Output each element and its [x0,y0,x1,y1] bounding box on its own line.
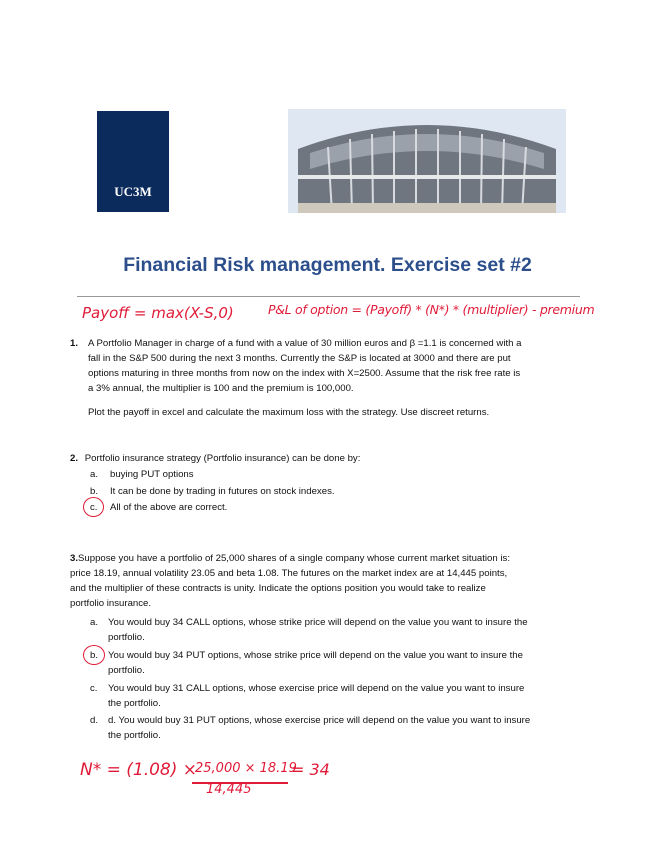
handwritten-formula-result: = 34 [291,760,330,779]
uc3m-logo [97,111,169,212]
page-title: Financial Risk management. Exercise set #2 [123,254,532,276]
handwritten-payoff: Payoff = max(X-S,0) [82,304,234,322]
question-1-line: options maturing in three months from now on the index with X=2500. Assume that the risk free rate is [88,368,521,379]
q3-option-c-label: c. [90,683,98,694]
question-1-line: fall in the S&P 500 during the next 3 months. Currently the S&P is located at 3000 and there are put [88,353,511,364]
building-dome-photo [288,109,566,213]
logo-text: UC3M [114,184,152,199]
question-1-text [88,336,598,396]
question-2: 2. Portfolio insurance strategy (Portfolio insurance) can be done by: [70,453,361,464]
question-1-line: a 3% annual, the multiplier is 100 and the premium is 100,000. [88,383,354,394]
answer-circle-q3 [83,645,105,665]
handwritten-formula-numerator: 25,000 × 18.19 [195,761,297,776]
q2-option-c-text: All of the above are correct. [110,502,228,513]
q2-option-c-label: c. [90,502,98,513]
handwritten-formula-denominator: 14,445 [206,782,252,797]
q3-option-b-label: b. [90,650,99,661]
q3-option-c-text: You would buy 31 CALL options, whose exercise price will depend on the value you want to insure the portfolio. [108,683,525,709]
q2-option-b-text: It can be done by trading in futures on stock indexes. [110,486,335,497]
handwritten-formula-left: N* = (1.08) × [80,760,198,780]
question-1-instruction: Plot the payoff in excel and calculate the maximum loss with the strategy. Use discreet returns. [88,407,490,418]
answer-circle-q2 [83,497,104,517]
q2-option-a-label: a. [90,469,99,480]
question-1-line: A Portfolio Manager in charge of a fund with a value of 30 million euros and β =1.1 is concerned with a [88,338,522,349]
q2-option-a-text: buying PUT options [110,469,194,480]
question-1-number: 1. [70,338,79,349]
title-divider [77,296,580,297]
q3-option-a-text: You would buy 34 CALL options, whose strike price will depend on the value you want to insure the portfolio. [108,617,528,643]
q3-option-b-text: You would buy 34 PUT options, whose strike price will depend on the value you want to insure the portfolio. [108,650,523,676]
handwritten-pnl: P&L of option = (Payoff) * (N*) * (multiplier) - premium [268,302,595,317]
q3-option-a-label: a. [90,617,99,628]
q3-option-d-text: d. You would buy 31 PUT options, whose exercise price will depend on the value you want to insure the portfolio. [108,715,531,741]
question-3-text: 3.Suppose you have a portfolio of 25,000 shares of a single company whose current market situation is: price 18.19, annual volatility 23.05 and beta 1.08. The futures on the market index are at 14,445 points, and the multiplier of these contracts is unity. Indicate the options position you would take to realize portfolio insurance. [70,553,510,609]
q3-option-d-label: d. [90,715,99,726]
q2-option-b-label: b. [90,486,99,497]
